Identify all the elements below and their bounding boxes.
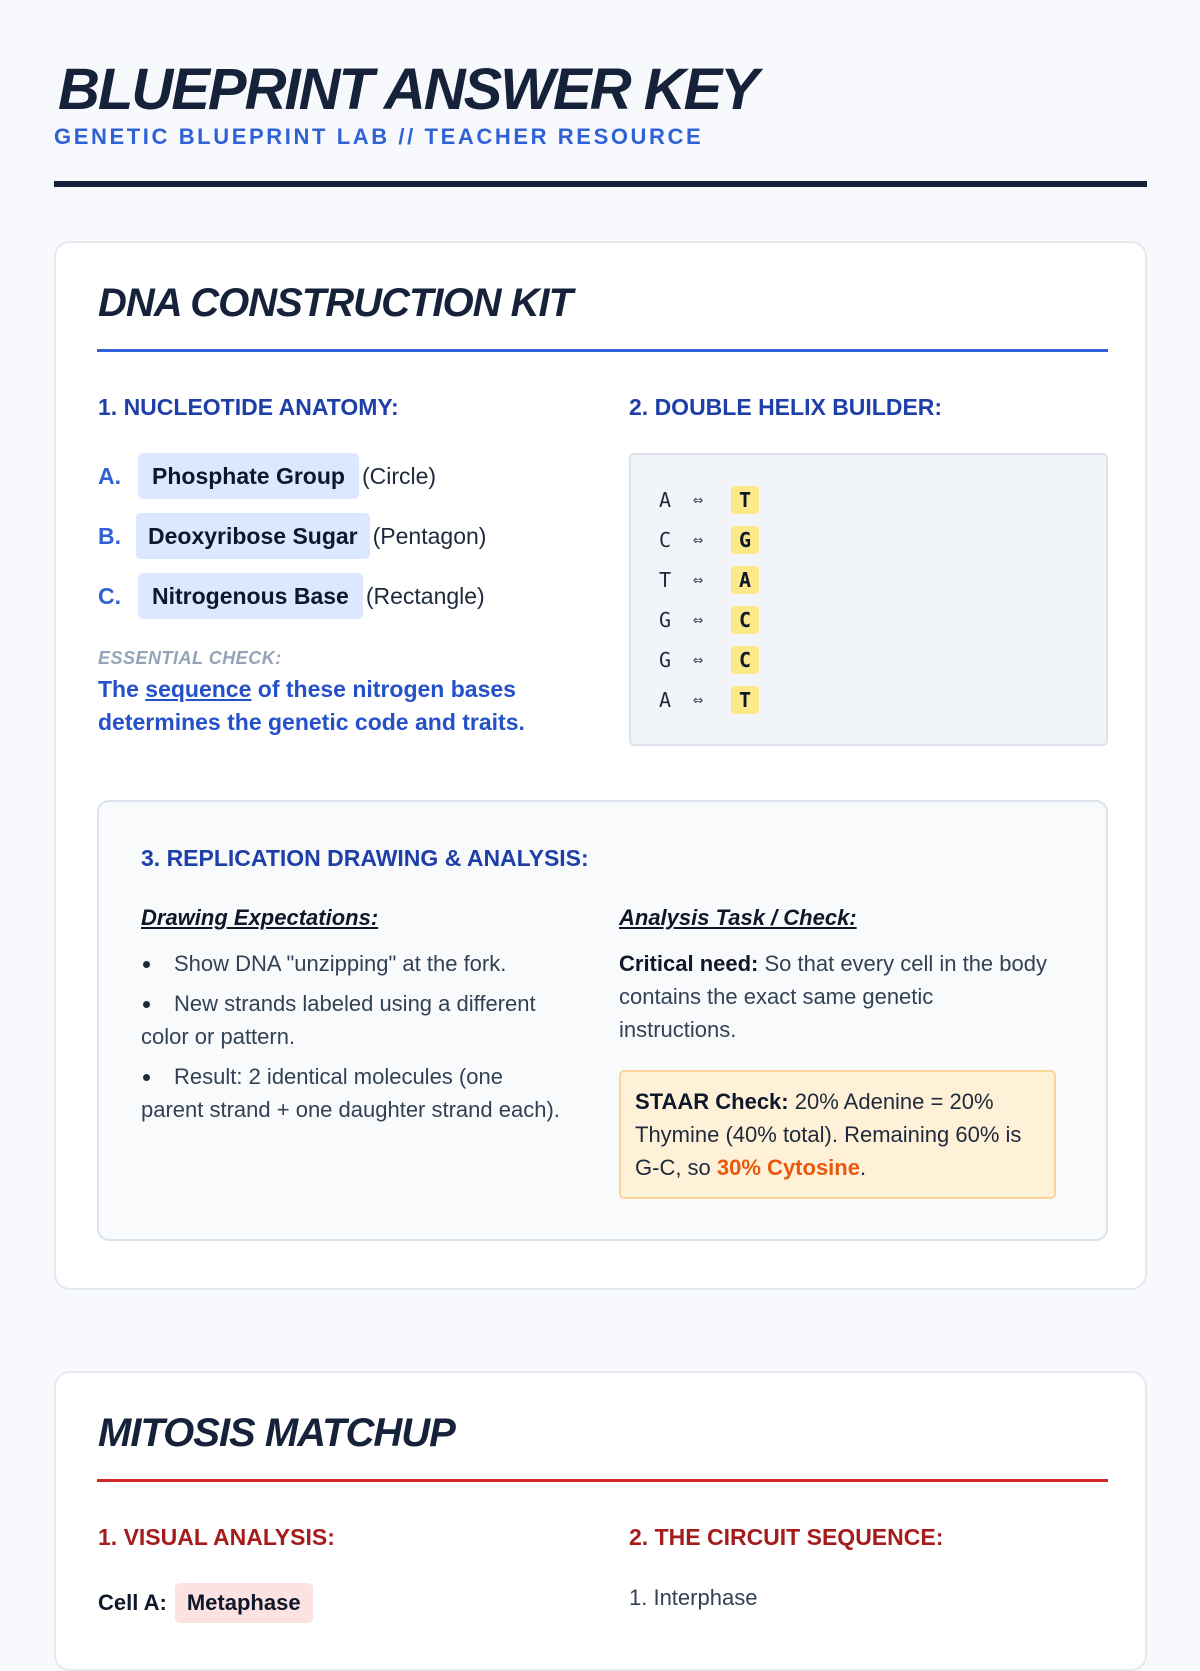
page-title: BLUEPRINT ANSWER KEY bbox=[58, 57, 757, 122]
base-pair bbox=[659, 566, 759, 594]
nucleotide-anatomy-label: 1. NUCLEOTIDE ANATOMY: bbox=[98, 394, 399, 420]
list-item: Show DNA "unzipping" at the fork. bbox=[141, 947, 561, 980]
mitosis-card-title: MITOSIS MATCHUP bbox=[98, 1411, 455, 1455]
essential-check-text bbox=[98, 673, 568, 739]
header-divider bbox=[54, 181, 1147, 187]
page-subtitle: GENETIC BLUEPRINT LAB // TEACHER RESOURCE bbox=[54, 124, 704, 149]
link-icon: ⇔ bbox=[693, 490, 704, 510]
anatomy-term: Deoxyribose Sugar bbox=[136, 513, 370, 559]
base-left: G bbox=[659, 648, 672, 672]
base-right: A bbox=[731, 566, 759, 594]
link-icon: ⇔ bbox=[693, 610, 704, 630]
visual-analysis-label: 1. VISUAL ANALYSIS: bbox=[98, 1524, 335, 1550]
staar-check-label: STAAR Check: bbox=[635, 1089, 789, 1114]
base-pair bbox=[659, 646, 759, 674]
critical-need-label: Critical need: bbox=[619, 951, 759, 976]
list-item: Result: 2 identical molecules (one parent strand + one daughter strand each). bbox=[141, 1060, 561, 1126]
base-left: G bbox=[659, 608, 672, 632]
circuit-step: 1. Interphase bbox=[629, 1585, 758, 1610]
double-helix-label: 2. DOUBLE HELIX BUILDER: bbox=[629, 394, 943, 420]
cell-a-phase: Metaphase bbox=[175, 1583, 313, 1623]
base-right: T bbox=[731, 486, 759, 514]
base-pair bbox=[659, 486, 759, 514]
anatomy-term: Phosphate Group bbox=[138, 453, 359, 499]
anatomy-letter: C. bbox=[98, 582, 121, 609]
replication-box bbox=[97, 800, 1108, 1241]
cell-a-label: Cell A: bbox=[98, 1590, 167, 1615]
replication-label: 3. REPLICATION DRAWING & ANALYSIS: bbox=[141, 845, 589, 871]
base-right: T bbox=[731, 686, 759, 714]
base-left: A bbox=[659, 488, 672, 512]
critical-need-body: So that every cell in the body contains the exact same genetic instructions. bbox=[619, 951, 1047, 1042]
link-icon: ⇔ bbox=[693, 570, 704, 590]
anatomy-term: Nitrogenous Base bbox=[138, 573, 363, 619]
drawing-expectations-list bbox=[141, 947, 561, 1133]
dna-card-divider bbox=[97, 349, 1108, 352]
essential-post: of these nitrogen bases determines the genetic code and traits. bbox=[98, 676, 525, 735]
base-left: C bbox=[659, 528, 672, 552]
base-right: C bbox=[731, 606, 759, 634]
anatomy-letter: B. bbox=[98, 522, 121, 549]
staar-check-box bbox=[619, 1070, 1056, 1199]
drawing-expectations-heading: Drawing Expectations: bbox=[141, 905, 379, 930]
base-right: G bbox=[731, 526, 759, 554]
anatomy-item-base bbox=[98, 573, 485, 619]
staar-check-body: 20% Adenine = 20% Thymine (40% total). Remaining 60% is G-C, so bbox=[635, 1089, 1022, 1180]
essential-check-label: ESSENTIAL CHECK: bbox=[98, 648, 282, 668]
anatomy-shape: (Rectangle) bbox=[365, 582, 485, 609]
base-left: A bbox=[659, 688, 672, 712]
dna-construction-card bbox=[54, 241, 1147, 1290]
analysis-task-heading: Analysis Task / Check: bbox=[619, 905, 857, 930]
list-item: New strands labeled using a different color or pattern. bbox=[141, 987, 561, 1053]
anatomy-shape: (Pentagon) bbox=[372, 522, 487, 549]
base-pair bbox=[659, 686, 759, 714]
base-left: T bbox=[659, 568, 672, 592]
essential-keyword: sequence bbox=[145, 676, 252, 702]
link-icon: ⇔ bbox=[693, 690, 704, 710]
anatomy-shape: (Circle) bbox=[361, 462, 437, 489]
link-icon: ⇔ bbox=[693, 530, 704, 550]
mitosis-card-divider bbox=[97, 1479, 1108, 1482]
base-pair bbox=[659, 526, 759, 554]
mitosis-matchup-card bbox=[54, 1371, 1147, 1671]
base-right: C bbox=[731, 646, 759, 674]
cell-a-row bbox=[98, 1583, 313, 1623]
anatomy-item-sugar bbox=[98, 513, 486, 559]
staar-check-answer: 30% Cytosine bbox=[716, 1155, 860, 1180]
dna-card-title: DNA CONSTRUCTION KIT bbox=[98, 281, 573, 325]
essential-pre: The bbox=[98, 676, 146, 702]
anatomy-item-phosphate bbox=[98, 453, 436, 499]
circuit-sequence-label: 2. THE CIRCUIT SEQUENCE: bbox=[629, 1524, 944, 1550]
double-helix-box bbox=[629, 453, 1108, 746]
staar-check-end: . bbox=[859, 1155, 867, 1180]
link-icon: ⇔ bbox=[693, 650, 704, 670]
critical-need-text bbox=[619, 947, 1049, 1046]
anatomy-letter: A. bbox=[98, 462, 121, 489]
base-pair bbox=[659, 606, 759, 634]
